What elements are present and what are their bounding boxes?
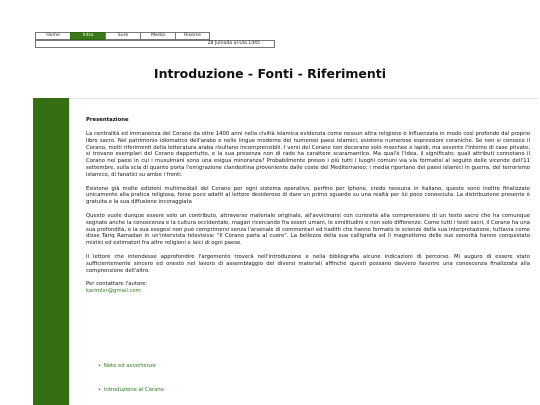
bullet-icon: • (98, 363, 102, 369)
tab-media[interactable]: Media (140, 32, 175, 40)
tab-risorse[interactable]: Risorse (175, 32, 210, 40)
paragraph: La centralità ed immanenza del Corano da oltre 1400 anni nella civiltà islamica evidenzia come nessun altra religione è influenzata in modo così profondo dal proprio libro sacro. Nel patrimonio idiomatico dell'arabo e nelle lingue moderne dei numerosi paesi islamici, esistono numerose espressioni coraniche. Se non si conosce il Corano, molti riferimenti della letteratura araba risultano incomprensibili. I versi del Corano non decorano solo moschee e lapidi, ma sovente l'interno di case private; si trovano esemplari del Corano dappertutto, e la sua presenza non di rado ha carattere scaramantico. Ma qual'è l'idea, il significato; quali attributi connotano il Corano nei paesi in cui i musulmani sono una esigua minoranza? Probabilmente presso i più tutti i luoghi comuni via via formatisi al seguito delle vicende dell'11 settembre, sulla scia di quanto porta l'emigrazione clandestina proveniente dalle coste del Mediterraneo; i media riportano dei paesi islamici in guerra, del terrorismo islamico, di fanatici su ambo i fronti. (86, 130, 530, 178)
sidebar-bar (33, 98, 69, 405)
link-note-ed-avvertenze[interactable] (98, 363, 164, 369)
link-label: Introduzione al Corano (103, 387, 164, 393)
email-link[interactable]: karimlxr@gmail.com (86, 288, 141, 295)
tab-intro[interactable]: Intro (70, 32, 105, 40)
page-title: Introduzione - Fonti - Riferimenti (153, 66, 387, 81)
section-title: Presentazione (86, 117, 129, 123)
link-introduzione-al-corano[interactable] (98, 387, 164, 393)
tab-home[interactable]: Home (35, 32, 70, 40)
paragraph: Esistono già molte edizioni multimediali del Corano per ogni sistema operativo, perfino per Iphone, credo nessuna in italiano, queste sono inoltre finalizzate unicamente alla pratica religiosa, forse poco adatti al lettore desideroso di dare un primo sguardo su una realtà per lui poco conosciuta. La distribuzione presente è gratuita e la sua diffusione incoraggiata (86, 185, 530, 206)
contact-label: Per contattare l'autore: (86, 281, 148, 288)
link-label: Note ed avvertenze (103, 363, 157, 369)
hijri-date: 28 Jumada al-Ula 1445 (35, 40, 275, 48)
paragraph: Il lettore che intendesse approfondire l'argomento troverà nell'introduzione e nella bibliografia alcune indicazioni di percorso. Mi auguro di essere stato sufficientemente sincero ed onesto nel lavoro di assemblaggio dei diversi materiali affinché questi possano davvero favorire una conoscenza finalizzata alla comprensione dell'altro. (86, 253, 530, 274)
bullet-icon: • (98, 387, 102, 393)
top-navigation (35, 32, 210, 40)
tab-sure[interactable]: Sure (105, 32, 140, 40)
link-list (98, 363, 164, 393)
main-content (86, 117, 530, 295)
paragraph: Questo vuole dunque essere solo un contributo, attraverso materiale originale, all'avvicinarsi con curiosità alla comprensione di un testo sacro che ha comunque segnato anche la conoscenza e la cultura occidentale, magari ricercando fra esseri umani, le similitudini e non solo differenze. Come tutti i testi sacri, il Corano ha una sua profondità, e la sua esegesi non può comprimersi senza l'arsenale di commentari ed hadith che hanno formato le scienze della sua interpretazione, tuttavia come disse Tariq Ramadan in un'intervista televisiva: "Il Corano parla al cuore". La bellezza della sua calligrafia ed il magnetismo delle sue sonorità hanno conquistato mistici ed estimatori fra altre religioni e laici di ogni paese. (86, 212, 530, 247)
